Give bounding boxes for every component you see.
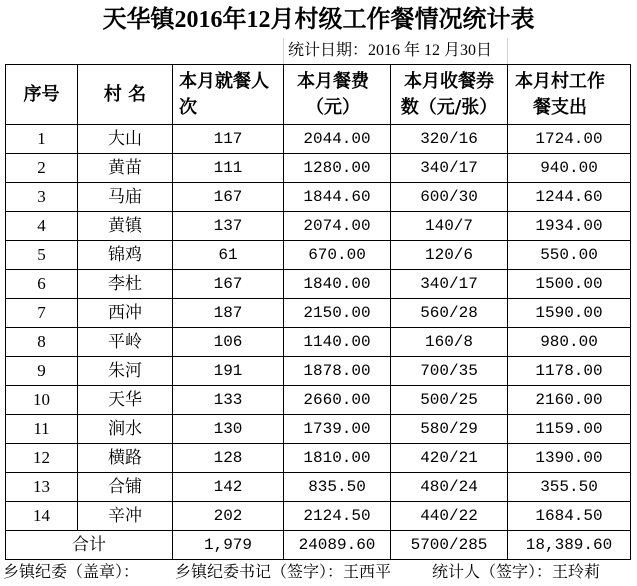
header-line: 次: [179, 96, 197, 118]
cell-seq: 1: [6, 125, 78, 154]
cell-diners: 117: [173, 125, 284, 154]
cell-meal-cost: 2150.00: [284, 299, 391, 328]
cell-meal-cost: 835.50: [284, 473, 391, 502]
total-meal-cost: 24089.60: [284, 531, 391, 560]
cell-meal-cost: 1140.00: [284, 328, 391, 357]
cell-diners: 133: [173, 386, 284, 415]
header-wrap: [173, 69, 283, 121]
cell-meal-cost: 1280.00: [284, 154, 391, 183]
cell-expense: 1934.00: [508, 212, 631, 241]
cell-meal-cost: 1878.00: [284, 357, 391, 386]
cell-diners: 137: [173, 212, 284, 241]
cell-village: 朱河: [78, 357, 173, 386]
cell-coupons: 580/29: [391, 415, 508, 444]
cell-village: 大山: [78, 125, 173, 154]
cell-diners: 187: [173, 299, 284, 328]
cell-village: 黄苗: [78, 154, 173, 183]
cell-seq: 10: [6, 386, 78, 415]
cell-coupons: 700/35: [391, 357, 508, 386]
cell-coupons: 480/24: [391, 473, 508, 502]
cell-village: 西冲: [78, 299, 173, 328]
total-diners: 1,979: [173, 531, 284, 560]
cell-village: 平岭: [78, 328, 173, 357]
cell-village: 辛冲: [78, 502, 173, 531]
table-row: [6, 415, 631, 444]
table-row: [6, 125, 631, 154]
cell-meal-cost: 1844.60: [284, 183, 391, 212]
cell-village: 锦鸡: [78, 241, 173, 270]
cell-diners: 106: [173, 328, 284, 357]
header-line: 村 名: [103, 83, 147, 105]
cell-seq: 14: [6, 502, 78, 531]
stat-date: 统计日期：2016 年 12 月30日: [288, 42, 493, 59]
cell-meal-cost: 2660.00: [284, 386, 391, 415]
table-row: [6, 212, 631, 241]
header-diners: [173, 65, 284, 125]
table-row: [6, 270, 631, 299]
cell-expense: 1590.00: [508, 299, 631, 328]
cell-coupons: 340/17: [391, 154, 508, 183]
header-line: 本月就餐人: [179, 70, 269, 92]
cell-meal-cost: 1810.00: [284, 444, 391, 473]
header-line: 数（元/张）: [400, 96, 498, 118]
cell-village: 涧水: [78, 415, 173, 444]
cell-expense: 1684.50: [508, 502, 631, 531]
cell-meal-cost: 2074.00: [284, 212, 391, 241]
cell-expense: 1159.00: [508, 415, 631, 444]
cell-coupons: 340/17: [391, 270, 508, 299]
cell-seq: 7: [6, 299, 78, 328]
header-line: 本月收餐券: [404, 70, 494, 92]
cell-seq: 3: [6, 183, 78, 212]
cell-coupons: 440/22: [391, 502, 508, 531]
total-expense: 18,389.60: [508, 531, 631, 560]
cell-coupons: 560/28: [391, 299, 508, 328]
page-title: 天华镇2016年12月村级工作餐情况统计表: [102, 7, 535, 33]
cell-meal-cost: 1739.00: [284, 415, 391, 444]
cell-diners: 191: [173, 357, 284, 386]
header-coupons: [391, 65, 508, 125]
header-wrap: [508, 69, 630, 121]
cell-coupons: 500/25: [391, 386, 508, 415]
cell-expense: 550.00: [508, 241, 631, 270]
cell-expense: 980.00: [508, 328, 631, 357]
cell-coupons: 420/21: [391, 444, 508, 473]
cell-expense: 2160.00: [508, 386, 631, 415]
cell-diners: 202: [173, 502, 284, 531]
cell-coupons: 600/30: [391, 183, 508, 212]
table-row: [6, 154, 631, 183]
table-row: [6, 183, 631, 212]
cell-village: 黄镇: [78, 212, 173, 241]
header-line: 序号: [23, 83, 60, 105]
cell-diners: 130: [173, 415, 284, 444]
header-village: [78, 65, 173, 125]
cell-diners: 111: [173, 154, 284, 183]
total-label: 合计: [6, 531, 173, 560]
cell-meal-cost: 1840.00: [284, 270, 391, 299]
header-line: 餐支出: [533, 96, 587, 118]
secretary-signature: 乡镇纪委书记（签字）：王西平: [175, 564, 392, 581]
total-row: [6, 531, 631, 560]
header-line: 本月餐费: [297, 70, 369, 92]
cell-seq: 6: [6, 270, 78, 299]
cell-expense: 355.50: [508, 473, 631, 502]
cell-seq: 13: [6, 473, 78, 502]
table-header-row: [6, 65, 631, 125]
table-row: [6, 502, 631, 531]
header-line: 本月村工作: [515, 70, 605, 92]
header-expense: [508, 65, 631, 125]
cell-diners: 128: [173, 444, 284, 473]
cell-village: 横路: [78, 444, 173, 473]
cell-village: 合铺: [78, 473, 173, 502]
cell-meal-cost: 670.00: [284, 241, 391, 270]
cell-diners: 167: [173, 270, 284, 299]
signature-footer: [0, 561, 637, 586]
cell-village: 马庙: [78, 183, 173, 212]
commission-seal-label: 乡镇纪委（盖章）：: [3, 564, 140, 581]
cell-diners: 142: [173, 473, 284, 502]
cell-seq: 5: [6, 241, 78, 270]
cell-seq: 2: [6, 154, 78, 183]
table-row: [6, 328, 631, 357]
cell-expense: 1724.00: [508, 125, 631, 154]
cell-expense: 1390.00: [508, 444, 631, 473]
cell-expense: 940.00: [508, 154, 631, 183]
stat-date-cell: [283, 38, 508, 64]
cell-diners: 167: [173, 183, 284, 212]
total-coupons: 5700/285: [391, 531, 508, 560]
table-row: [6, 473, 631, 502]
cell-coupons: 140/7: [391, 212, 508, 241]
table-row: [6, 386, 631, 415]
header-meal-cost: [284, 65, 391, 125]
meal-stats-table: [5, 64, 631, 560]
cell-expense: 1500.00: [508, 270, 631, 299]
cell-coupons: 320/16: [391, 125, 508, 154]
cell-seq: 4: [6, 212, 78, 241]
header-wrap: [284, 69, 390, 121]
cell-expense: 1178.00: [508, 357, 631, 386]
cell-coupons: 160/8: [391, 328, 508, 357]
table-row: [6, 444, 631, 473]
table-row: [6, 241, 631, 270]
header-seq: [6, 65, 78, 125]
statistician-signature: 统计人（签字）：王玲莉: [432, 564, 601, 581]
cell-meal-cost: 2124.50: [284, 502, 391, 531]
cell-diners: 61: [173, 241, 284, 270]
table-row: [6, 299, 631, 328]
cell-seq: 12: [6, 444, 78, 473]
cell-seq: 8: [6, 328, 78, 357]
cell-village: 李杜: [78, 270, 173, 299]
cell-seq: 9: [6, 357, 78, 386]
cell-coupons: 120/6: [391, 241, 508, 270]
cell-meal-cost: 2044.00: [284, 125, 391, 154]
table-row: [6, 357, 631, 386]
cell-village: 天华: [78, 386, 173, 415]
cell-seq: 11: [6, 415, 78, 444]
header-line: （元）: [306, 96, 360, 118]
cell-expense: 1244.60: [508, 183, 631, 212]
